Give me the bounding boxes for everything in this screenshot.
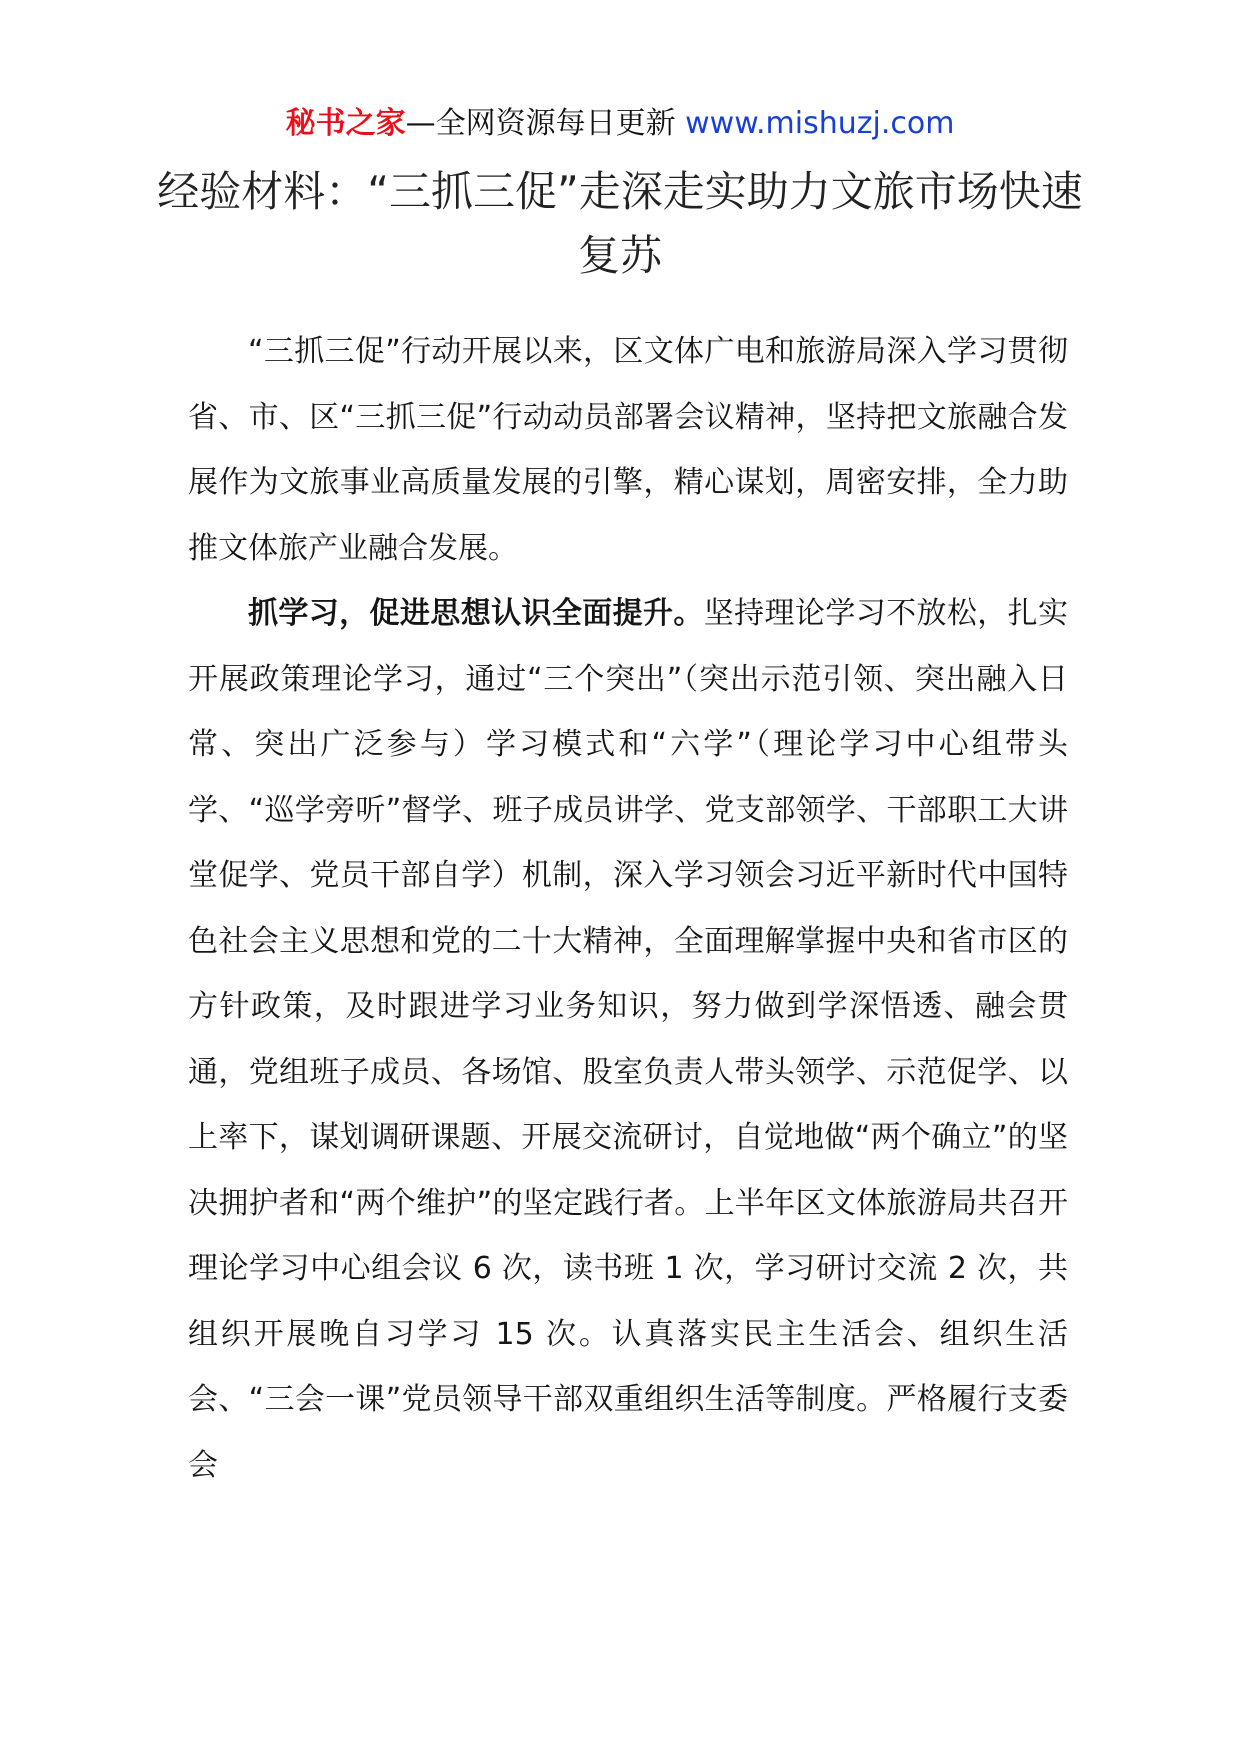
paragraph-text: 坚持理论学习不放松，扎实开展政策理论学习，通过“三个突出”（突出示范引领、突出融入日常、突出广泛参与）学习模式和“六学”（理论学习中心组带头学、“巡学旁听”督学、班子成员讲学、党支部领学、干部职工大讲堂促学、党员干部自学）机制，深入学习领会习近平新时代中国特色社会主义思想和党的二十大精神，全面理解掌握中央和省市区的方针政策，及时跟进学习业务知识，努力做到学深悟透、融会贯通，党组班子成员、各场馆、股室负责人带头领学、示范促学、以上率下，谋划调研课题、开展交流研讨，自觉地做“两个确立”的坚决拥护者和“两个维护”的坚定践行者。上半年区文体旅游局共召开理论学习中心组会议 6 次，读书班 1 次，学习研讨交流 2 次，共组织开展晚自习学习 15 次。认真落实民主生活会、组织生活会、“三会一课”党员领导干部双重组织生活等制度。严格履行支委会 [188,596,1069,1483]
site-url-link[interactable]: www.mishuzj.com [685,106,955,141]
paragraph-intro [188,319,1068,581]
document-body [188,319,1068,1498]
paragraph-lead: 抓学习，促进思想认识全面提升。 [248,596,704,631]
paragraph-study [188,581,1068,1498]
brand-name: 秘书之家 [285,106,406,141]
header-tagline: —全网资源每日更新 [405,106,686,141]
paragraph-text: “三抓三促”行动开展以来，区文体广电和旅游局深入学习贯彻省、市、区“三抓三促”行动动员部署会议精神，坚持把文旅融合发展作为文旅事业高质量发展的引擎，精心谋划，周密安排，全力助推文体旅产业融合发展。 [188,334,1068,566]
site-header [0,104,1240,144]
document-title: 经验材料：“三抓三促”走深走实助力文旅市场快速复苏 [157,167,1083,280]
